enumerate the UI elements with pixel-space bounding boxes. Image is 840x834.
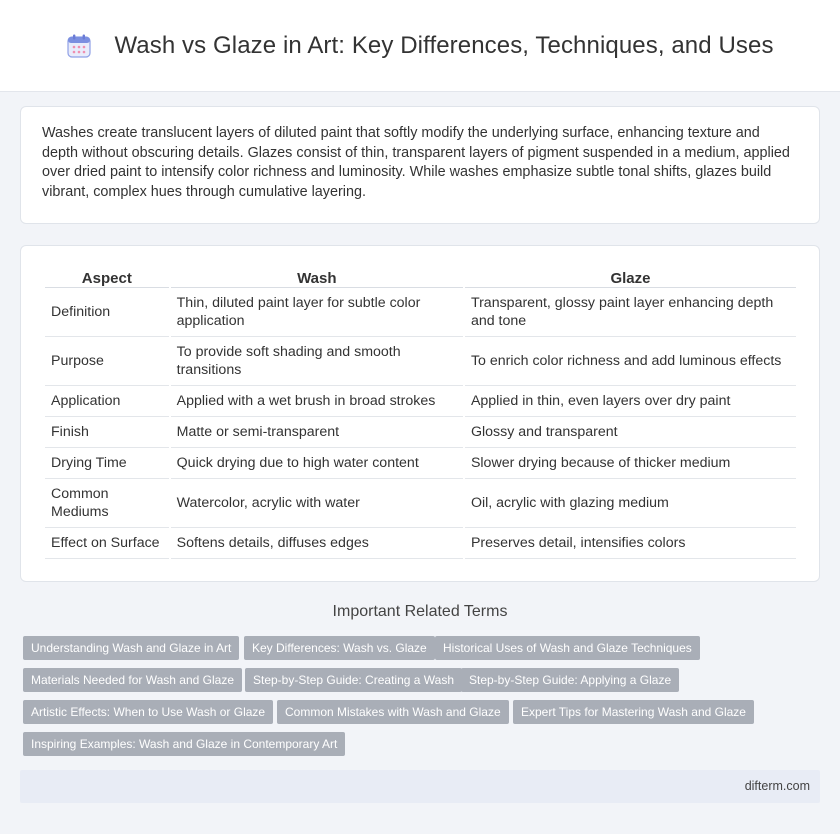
column-header-aspect: Aspect [45,266,169,288]
row-aspect: Drying Time [45,448,169,479]
related-term-tag[interactable]: Understanding Wash and Glaze in Art [23,636,239,660]
row-wash: Quick drying due to high water content [171,448,463,479]
table-row [45,479,796,528]
row-aspect: Definition [45,288,169,337]
intro-card [20,106,820,224]
row-glaze: Slower drying because of thicker medium [465,448,796,479]
calendar-icon [66,33,92,59]
table-row [45,528,796,559]
table-row [45,448,796,479]
table-row [45,386,796,417]
footer-site-name: difterm.com [744,779,810,793]
related-term-tag[interactable]: Key Differences: Wash vs. Glaze [244,636,435,660]
row-glaze: Preserves detail, intensifies colors [465,528,796,559]
table-row [45,417,796,448]
row-glaze: To enrich color richness and add luminous effects [465,337,796,386]
row-wash: Softens details, diffuses edges [171,528,463,559]
row-wash: Matte or semi-transparent [171,417,463,448]
comparison-table-card [20,245,820,582]
row-wash: Applied with a wet brush in broad strokes [171,386,463,417]
row-aspect: Effect on Surface [45,528,169,559]
related-terms-title: Important Related Terms [332,603,508,620]
row-glaze: Transparent, glossy paint layer enhancing depth and tone [465,288,796,337]
related-term-tag[interactable]: Artistic Effects: When to Use Wash or Glaze [23,700,273,724]
related-term-tag[interactable]: Historical Uses of Wash and Glaze Techniques [435,636,700,660]
related-term-tag[interactable]: Materials Needed for Wash and Glaze [23,668,242,692]
related-term-tag[interactable]: Step-by-Step Guide: Applying a Glaze [461,668,679,692]
related-term-tag[interactable]: Step-by-Step Guide: Creating a Wash [245,668,462,692]
column-header-glaze: Glaze [465,266,796,288]
page-footer [20,770,820,803]
row-glaze: Glossy and transparent [465,417,796,448]
row-aspect: Application [45,386,169,417]
table-row [45,288,796,337]
related-term-tag[interactable]: Expert Tips for Mastering Wash and Glaze [513,700,754,724]
column-header-wash: Wash [171,266,463,288]
related-term-tag[interactable]: Inspiring Examples: Wash and Glaze in Contemporary Art [23,732,345,756]
row-aspect: Purpose [45,337,169,386]
row-glaze: Oil, acrylic with glazing medium [465,479,796,528]
row-aspect: Common Mediums [45,479,169,528]
table-row [45,337,796,386]
row-wash: To provide soft shading and smooth transitions [171,337,463,386]
row-aspect: Finish [45,417,169,448]
row-wash: Thin, diluted paint layer for subtle color application [171,288,463,337]
page-header [0,0,840,92]
row-glaze: Applied in thin, even layers over dry paint [465,386,796,417]
intro-text: Washes create translucent layers of diluted paint that softly modify the underlying surface, enhancing texture and depth without obscuring details. Glazes consist of thin, transparent layers of pigment suspended in a medium, applied over dried paint to intensify color richness and luminosity. While washes emphasize subtle tonal shifts, glazes build vibrant, complex hues through cumulative layering. [42,125,790,200]
page-title: Wash vs Glaze in Art: Key Differences, Techniques, and Uses [114,31,774,59]
row-wash: Watercolor, acrylic with water [171,479,463,528]
comparison-table [43,266,798,559]
related-term-tag[interactable]: Common Mistakes with Wash and Glaze [277,700,509,724]
